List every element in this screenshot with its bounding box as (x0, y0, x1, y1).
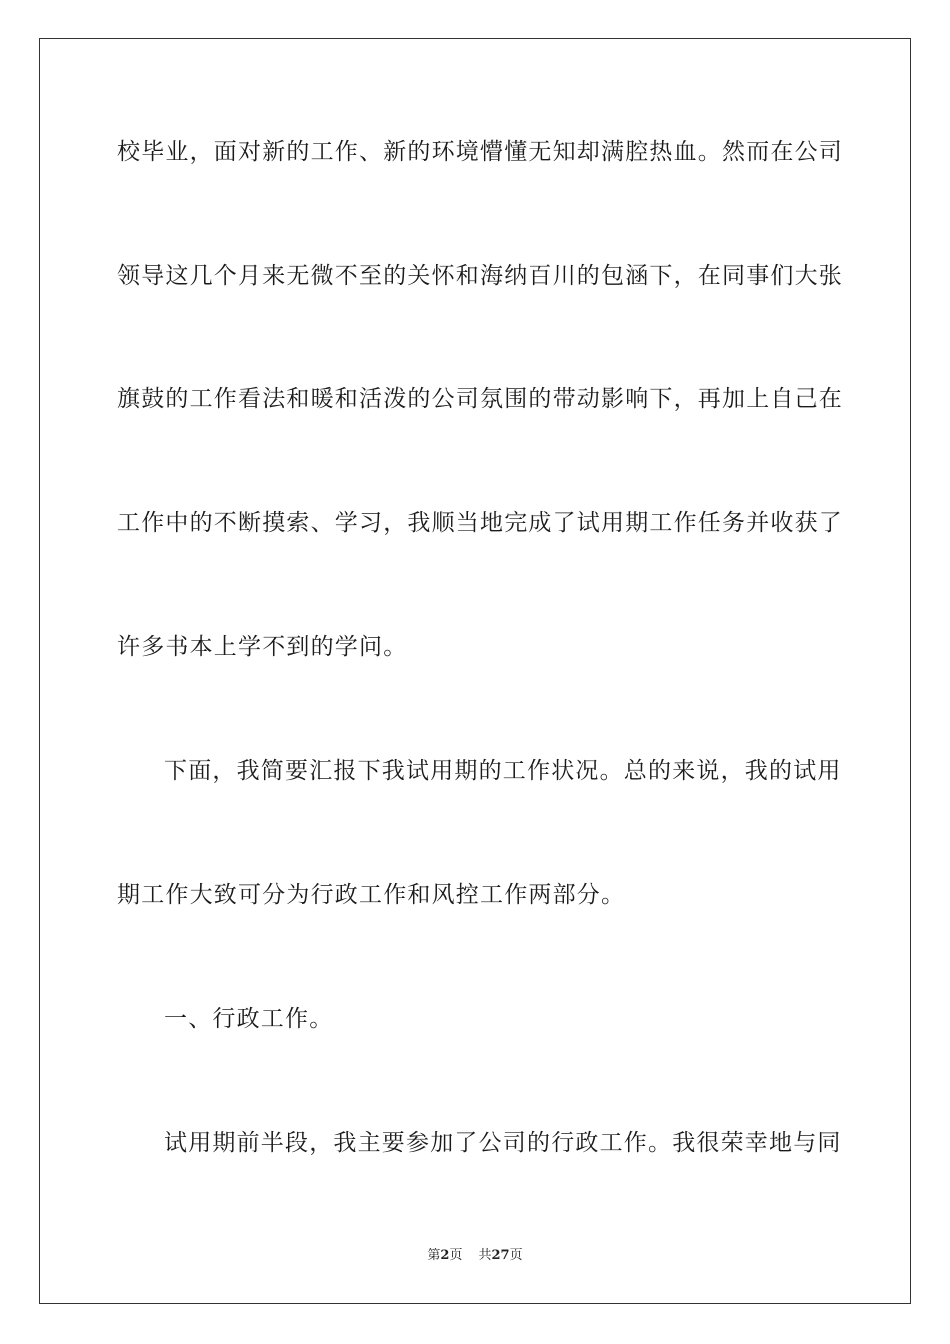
body-text-line-3: 旗鼓的工作看法和暖和活泼的公司氛围的带动影响下，再加上自己在 (117, 386, 843, 412)
page-footer (0, 1247, 950, 1265)
total-suffix: 页 (509, 1248, 523, 1263)
page-suffix: 页 (449, 1248, 463, 1263)
body-text-line-1: 校毕业，面对新的工作、新的环境懵懂无知却满腔热血。然而在公司 (117, 139, 843, 165)
body-text-line-9: 试用期前半段，我主要参加了公司的行政工作。我很荣幸地与同 (164, 1130, 842, 1156)
page-border (39, 38, 911, 1304)
section-heading: 一、行政工作。 (164, 1006, 334, 1032)
body-text-line-4: 工作中的不断摸索、学习，我顺当地完成了试用期工作任务并收获了 (117, 510, 843, 536)
page-number: 2 (440, 1248, 450, 1263)
page-prefix: 第 (427, 1248, 441, 1263)
body-text-line-2: 领导这几个月来无微不至的关怀和海纳百川的包涵下，在同事们大张 (117, 263, 843, 289)
total-prefix: 共 (478, 1248, 492, 1263)
body-text-line-6: 下面，我简要汇报下我试用期的工作状况。总的来说，我的试用 (164, 758, 842, 784)
body-text-line-5: 许多书本上学不到的学问。 (117, 634, 408, 660)
body-text-line-7: 期工作大致可分为行政工作和风控工作两部分。 (117, 882, 626, 908)
total-pages: 27 (491, 1248, 510, 1263)
